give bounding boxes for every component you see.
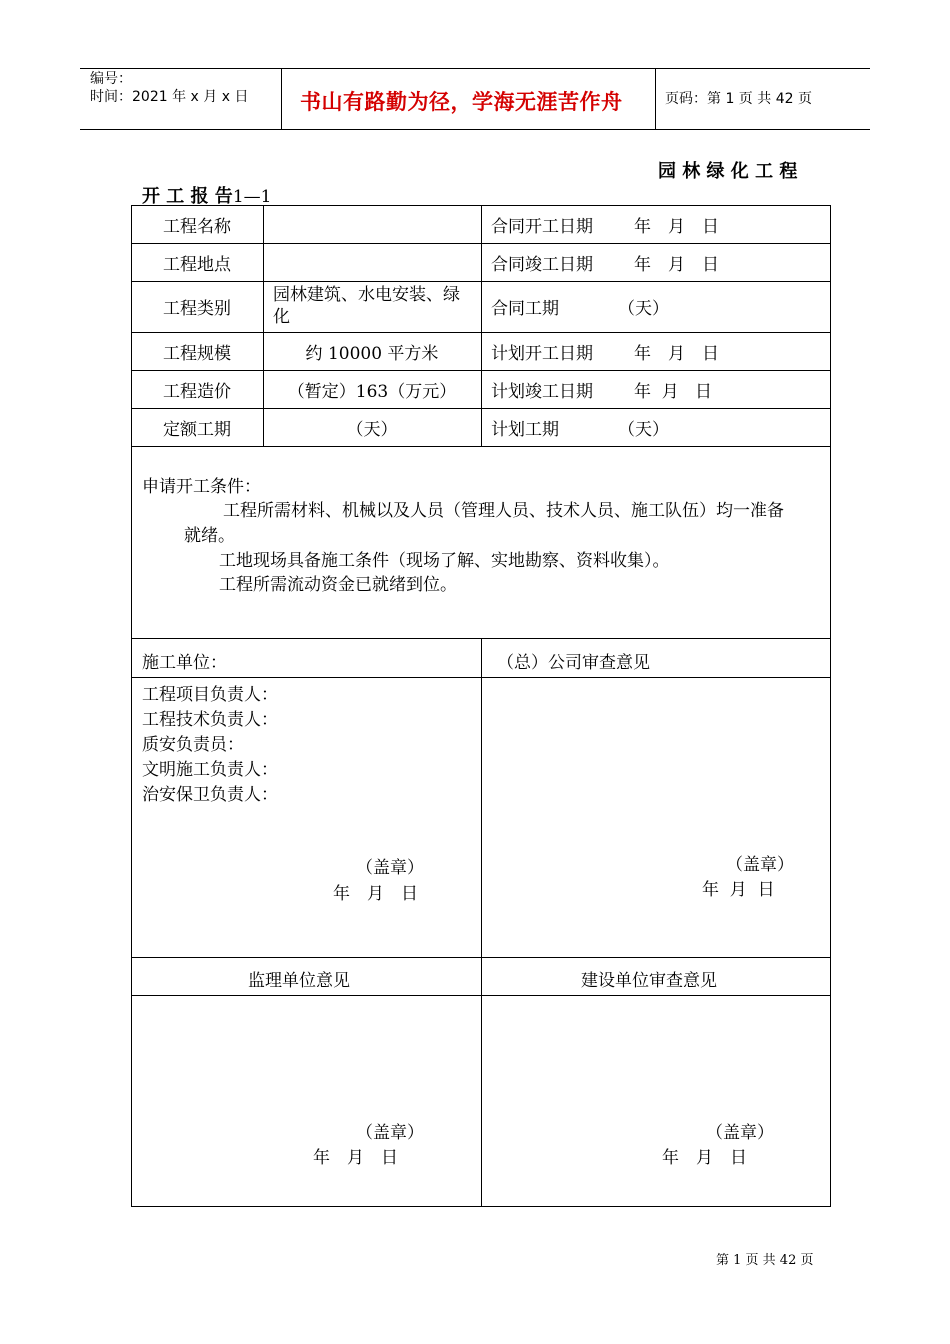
company-review-label: （总）公司审查意见 [497,653,650,673]
company-review-seal: （盖章） [726,855,794,875]
contract-end-date-text: 合同竣工日期 [491,254,593,275]
owner-review-label: 建设单位审查意见 [581,971,717,991]
row-project-location-value [263,243,481,281]
header-top-rule [80,68,870,69]
table-rule [131,446,831,447]
conditions-line2: 工地现场具备施工条件（现场了解、实地勘察、资料收集）。 [219,551,670,571]
planned-period-label [491,408,821,446]
person-quality-safety: 质安负责员： [142,735,244,755]
contract-start-date-value: 年 月 日 [634,216,719,237]
conditions-line1: 工程所需材料、机械以及人员（管理人员、技术人员、施工队伍）均一准备 [223,501,784,521]
table-col-rule [481,205,482,446]
construction-unit-date: 年 月 日 [333,884,418,904]
row-quota-period-value: （天） [346,419,398,440]
planned-end-date-value: 年 月 日 [634,381,713,402]
row-project-location-label: 工程地点 [163,254,231,275]
doc-title-right: 园 林 绿 化 工 程 [658,161,798,182]
header-divider-1 [281,68,282,129]
planned-period-text: 计划工期 [491,419,559,440]
project-type-line2: 化 [273,307,290,327]
contract-end-date-label [491,243,821,281]
row-project-scale-label: 工程规模 [163,343,231,364]
header-motto: 书山有路勤为径，学海无涯苦作舟 [300,90,623,114]
contract-period-text: 合同工期 [491,299,559,319]
construction-unit-label: 施工单位： [142,653,227,673]
supervision-seal: （盖章） [356,1123,424,1143]
contract-period-label [491,281,821,332]
supervision-date: 年 月 日 [313,1148,398,1168]
owner-review-seal: （盖章） [706,1123,774,1143]
header-bottom-rule [80,129,870,130]
person-technical-manager: 工程技术负责人： [142,710,278,730]
planned-end-date-label [491,370,821,408]
conditions-line3: 工程所需流动资金已就绪到位。 [219,575,457,595]
header-divider-2 [655,68,656,129]
row-project-cost-label: 工程造价 [163,381,231,402]
construction-unit-seal: （盖章） [356,858,424,878]
row-project-name-value [263,205,481,243]
row-project-cost-value: （暂定）163（万元） [287,381,457,402]
row-project-name-label: 工程名称 [163,216,231,237]
owner-review-date: 年 月 日 [662,1148,747,1168]
row-project-type-value [263,281,481,332]
footer-page-info: 第 1 页 共 42 页 [716,1253,814,1268]
row-project-scale-value: 约 10000 平方米 [305,343,439,364]
conditions-line1b: 就绪。 [184,526,235,546]
table-col-rule [481,638,482,1206]
person-security: 治安保卫负责人： [142,785,278,805]
project-type-line1: 园林建筑、水电安装、绿 [273,285,460,305]
doc-title-code: 1—1 [232,187,272,207]
contract-period-value: （天） [618,299,669,319]
company-review-date: 年 月 日 [702,880,775,900]
person-project-manager: 工程项目负责人： [142,685,278,705]
header-time-label: 时间：2021 年 x 月 x 日 [90,89,249,105]
planned-end-date-text: 计划竣工日期 [491,381,593,402]
header-page-info: 页码：第 1 页 共 42 页 [665,91,812,107]
doc-title-text: 开 工 报 告 [142,186,233,207]
contract-end-date-value: 年 月 日 [634,254,719,275]
planned-period-value: （天） [618,419,669,440]
header-number-label: 编号： [90,71,132,87]
planned-start-date-text: 计划开工日期 [491,343,593,364]
planned-start-date-label [491,332,821,370]
contract-start-date-text: 合同开工日期 [491,216,593,237]
supervision-label: 监理单位意见 [248,971,350,991]
table-right-border [830,205,831,1206]
person-civilized-construction: 文明施工负责人： [142,760,278,780]
contract-start-date-label [491,205,821,243]
table-bottom-border [131,1206,831,1207]
planned-start-date-value: 年 月 日 [634,343,719,364]
row-project-type-label: 工程类别 [163,299,231,319]
row-quota-period-label: 定额工期 [163,419,231,440]
conditions-title: 申请开工条件： [142,477,261,497]
